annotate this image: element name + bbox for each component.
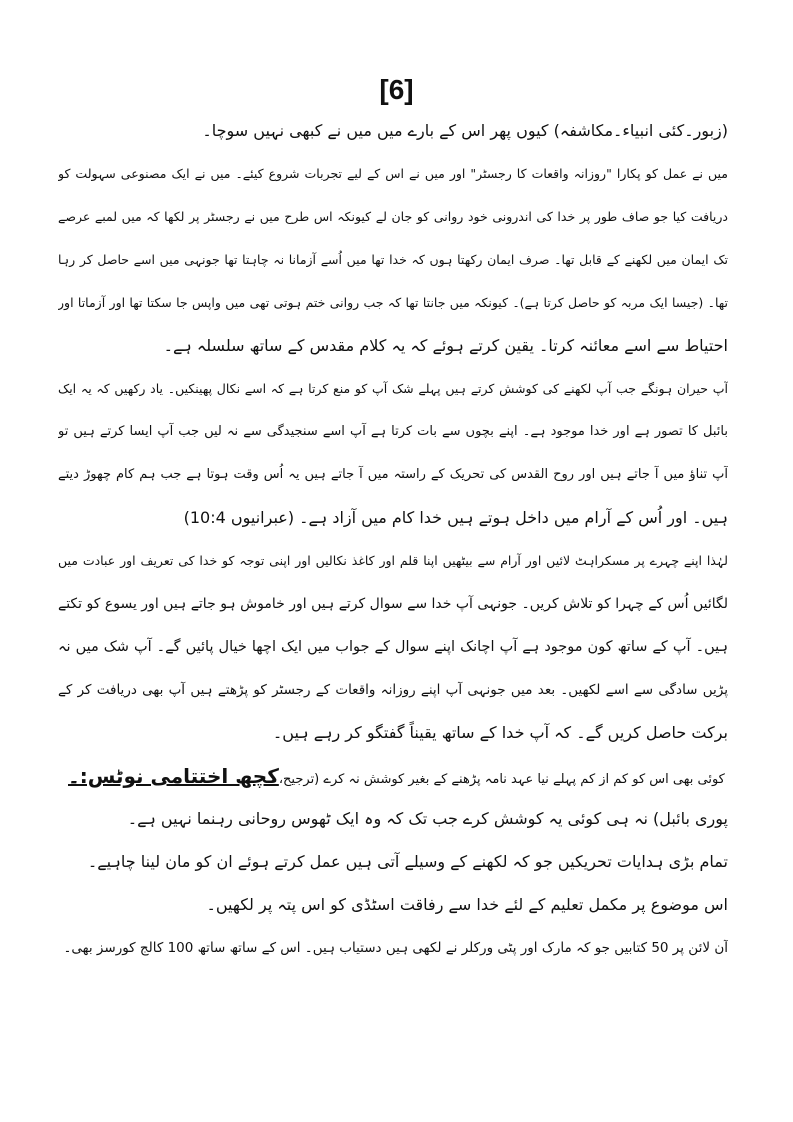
text-line: میں نے عمل کو پکارا "روزانہ واقعات کا رجسٹر" اور میں نے اس کے لیے تجربات شروع کیئے۔ میں نے ایک مصنوعی سہولت کو — [58, 166, 728, 181]
text-line: دریافت کیا جو صاف طور پر خدا کی اندرونی خود روانی کو جان لے کیونکہ اس طرح میں نے رجسٹر پر لکھا کہ میں لمبے عرصے — [58, 209, 728, 224]
closing-line: آن لائن پر 50 کتابیں جو کہ مارک اور پٹی ورکلر نے لکھی ہیں دستیاب ہیں۔ اس کے ساتھ ساتھ 100 کالج کورسز بھی۔ — [63, 940, 728, 956]
closing-notes-heading: کچھ اختتامی نوٹس:۔ — [68, 764, 279, 788]
closing-notes-heading-row — [58, 761, 728, 791]
closing-line: پوری بائبل) نہ ہی کوئی یہ کوشش کرے جب تک کہ وہ ایک ٹھوس روحانی رہنما نہیں ہے۔ — [127, 809, 728, 828]
text-line: ہیں۔ آپ کے ساتھ کون موجود ہے آپ اچانک اپنے سوال کے جواب میں ایک اچھا خیال پائیں گے۔ آپ شک میں نہ — [58, 639, 728, 655]
closing-notes-text: کوئی بھی اس کو کم از کم پہلے نیا عہد نامہ پڑھنے کے بغیر کوشش نہ کرے (ترجیح، — [278, 772, 725, 787]
text-line: لگائیں اُس کے چہرا کو تلاش کریں۔ جونہی آپ خدا سے سوال کرتے ہیں اور خاموش ہو جاتے ہیں اور یسوع کو تکتے — [58, 596, 728, 612]
body-text — [58, 116, 728, 976]
closing-line: تمام بڑی ہدایات تحریکیں جو کہ لکھنے کے وسیلے آتی ہیں عمل کرتے ہوئے ان کو مان لینا چاہیے۔ — [87, 852, 728, 871]
text-line: (زبور۔کئی انبیاء۔مکاشفہ) کیوں پھر اس کے بارے میں میں نے کبھی نہیں سوچا۔ — [202, 121, 728, 140]
text-line: پڑیں سادگی سے اسے لکھیں۔ بعد میں جونہی آپ اپنے روزانہ واقعات کے رجسٹر کو پڑھتے ہیں آپ بھی دریافت کر کے — [58, 682, 728, 698]
text-line: تھا۔ (جیسا ایک مربہ کو حاصل کرتا ہے)۔ کیونکہ میں جانتا تھا کہ جب روانی ختم ہوتی تھی میں واپس جا سکتا تھا اور آزماتا اور — [58, 295, 728, 310]
text-line: تک ایمان میں لکھنے کے قابل تھا۔ صرف ایمان رکھتا ہوں کہ خدا تھا میں اُسے آزمانا نہ چاہتا تھا جونہی میں اسے حاصل کر رہا — [58, 252, 728, 267]
text-line: آپ حیران ہونگے جب آپ لکھنے کی کوشش کرتے ہیں پہلے شک آپ کو منع کرتا ہے کہ اسے نکال پھینکیں۔ یاد رکھیں کہ یہ ایک — [58, 381, 728, 396]
text-line: لہٰذا اپنے چہرے پر مسکراہٹ لائیں اور آرام سے بیٹھیں اپنا قلم اور کاغذ نکالیں اور اپنی توجہ کو خدا کی تعریف اور عبادت میں — [58, 553, 728, 568]
text-line: آپ تناؤ میں آ جاتے ہیں اور روح القدس کی تحریک کے راستہ میں آ جاتے ہیں یہ اُس وقت ہوتا ہے جب ہم کام چھوڑ دیتے — [58, 467, 728, 482]
text-line: برکت حاصل کریں گے۔ کہ آپ خدا کے ساتھ یقیناً گفتگو کر رہے ہیں۔ — [272, 723, 728, 742]
text-line: بائبل کا تصور ہے اور خدا موجود ہے۔ اپنے بچوں سے بات کرتا ہے آپ اسے سنجیدگی سے نہ لیں جب آپ ایسا کرتے ہیں تو — [58, 424, 728, 439]
closing-line: اس موضوع پر مکمل تعلیم کے لئے خدا سے رفاقت اسٹڈی کو اس پتہ پر لکھیں۔ — [206, 895, 728, 914]
page-number: [6] — [379, 74, 414, 105]
text-line: احتیاط سے اسے معائنہ کرتا۔ یقین کرتے ہوئے کہ یہ کلام مقدس کے ساتھ سلسلہ ہے۔ — [163, 336, 728, 355]
text-line: ہیں۔ اور اُس کے آرام میں داخل ہوتے ہیں خدا کام میں آزاد ہے۔ (عبرانیوں 10:4) — [183, 508, 728, 527]
